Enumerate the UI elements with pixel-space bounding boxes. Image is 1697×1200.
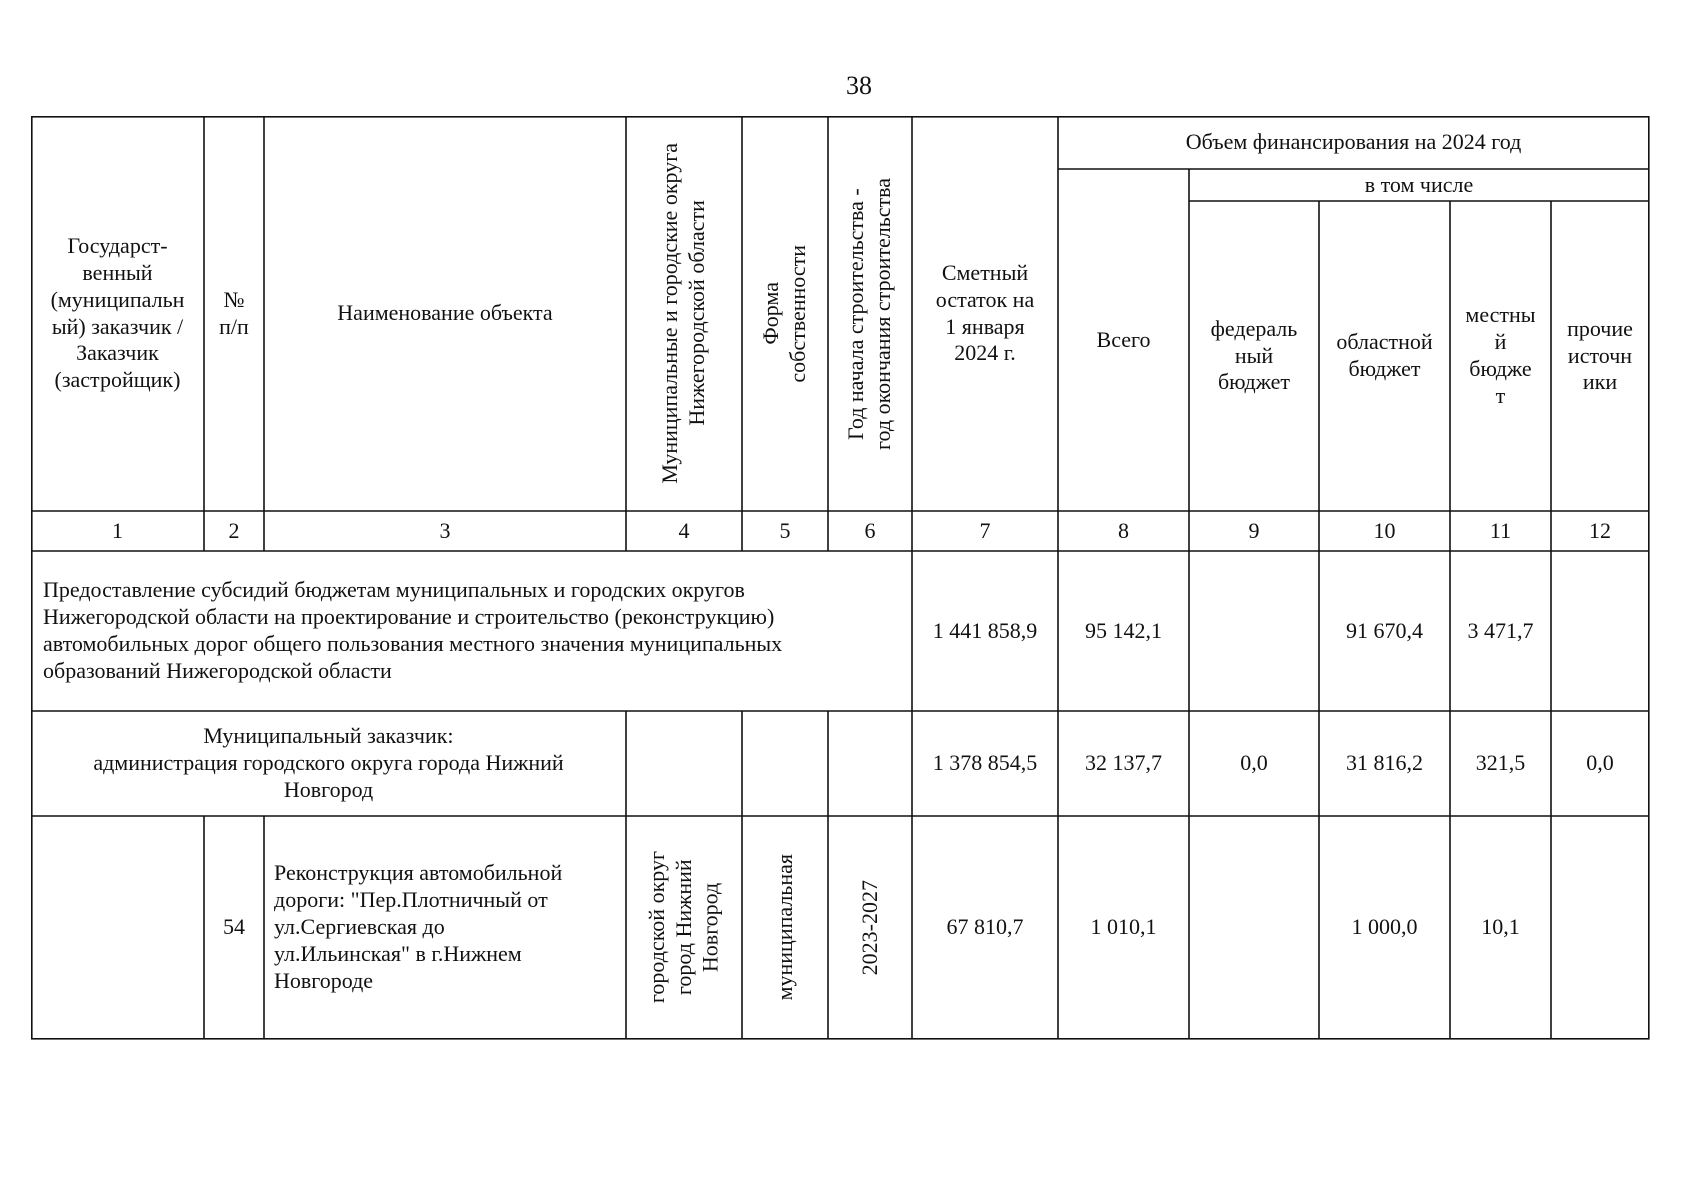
column-number-2: 2: [228, 517, 240, 543]
customer-row-regional: 31 816,2: [1346, 750, 1423, 776]
program-row-regional: 91 670,4: [1346, 617, 1423, 643]
program-row-other: [1551, 551, 1649, 711]
object-row-years: [828, 816, 912, 1039]
header-including: в том числе: [1364, 171, 1474, 197]
program-row-title: Предоставление субсидий бюджетам муниципальных и городских округов Нижегородской области на проектирование и строительство (реконструкцию) автомобильных дорог общего пользования местного значения муниципальных образований Нижегородской области: [43, 577, 783, 683]
column-number-6: 6: [864, 517, 876, 543]
header-total: Всего: [1096, 326, 1151, 352]
column-number-12: 12: [1589, 517, 1611, 543]
header-construction-years: [828, 116, 912, 511]
header-customer: Государст- венный (муниципальн ый) заказчик / Заказчик (застройщик): [50, 233, 185, 393]
column-number-10: 10: [1373, 517, 1396, 543]
object-row-total: 1 010,1: [1090, 914, 1157, 940]
program-row-local: 3 471,7: [1467, 617, 1534, 643]
header-ownership: [742, 116, 828, 511]
customer-row-other: 0,0: [1586, 750, 1614, 776]
column-number-3: 3: [439, 517, 451, 543]
program-row-total: 95 142,1: [1085, 617, 1162, 643]
object-row-estimated-balance: 67 810,7: [946, 914, 1024, 940]
header-federal-budget: федераль ный бюджет: [1210, 315, 1298, 395]
customer-row-local: 321,5: [1475, 750, 1526, 776]
header-estimated-balance: Сметный остаток на 1 января 2024 г.: [935, 259, 1035, 366]
column-number-8: 8: [1118, 517, 1129, 543]
header-construction-years-text: Год начала строительства - год окончания строительства: [843, 177, 895, 450]
object-row-federal: [1189, 816, 1319, 1039]
column-number-1: 1: [112, 517, 123, 543]
object-row-regional: 1 000,0: [1351, 914, 1418, 940]
header-other-sources: прочие источн ики: [1567, 315, 1633, 395]
object-row-years-text: 2023-2027: [856, 879, 882, 976]
object-row-municipality: [626, 816, 742, 1039]
object-row-number: 54: [223, 914, 245, 940]
customer-row-federal: 0,0: [1240, 750, 1268, 776]
object-row-name: Реконструкция автомобильной дороги: "Пер.Плотничный от ул.Сергиевская до ул.Ильинская" в г.Нижнем Новгороде: [274, 860, 563, 993]
object-row-customer: [31, 816, 204, 1039]
header-ownership-text: Форма собственности: [758, 244, 810, 383]
customer-row-estimated-balance: 1 378 854,5: [932, 750, 1038, 776]
column-number-11: 11: [1489, 517, 1512, 543]
customer-row-total: 32 137,7: [1085, 750, 1162, 776]
customer-row-title: Муниципальный заказчик: администрация городского округа города Нижний Новгород: [93, 723, 564, 802]
header-number: № п/п: [219, 286, 249, 339]
object-row-local: 10,1: [1481, 914, 1520, 940]
object-row-ownership-text: муниципальная: [771, 854, 797, 1001]
header-regional-budget: областной бюджет: [1336, 329, 1433, 381]
column-number-7: 7: [979, 517, 991, 543]
program-row-estimated-balance: 1 441 858,9: [932, 617, 1038, 643]
page-number: 38: [846, 71, 872, 100]
header-municipalities-text: Муниципальные и городские округа Нижегородской области: [657, 143, 709, 484]
object-row-other: [1551, 816, 1649, 1039]
object-row-municipality-text: городской округ город Нижний Новгород: [643, 851, 723, 1004]
column-number-4: 4: [678, 517, 690, 543]
header-local-budget: местны й бюдже т: [1465, 302, 1536, 408]
column-number-9: 9: [1248, 517, 1260, 543]
column-number-5: 5: [779, 517, 791, 543]
header-funding-group: Объем финансирования на 2024 год: [1185, 129, 1522, 155]
object-row-ownership: [742, 816, 828, 1039]
header-municipalities: [626, 116, 742, 511]
program-row-federal: [1189, 551, 1319, 711]
header-object-name: Наименование объекта: [337, 300, 553, 326]
